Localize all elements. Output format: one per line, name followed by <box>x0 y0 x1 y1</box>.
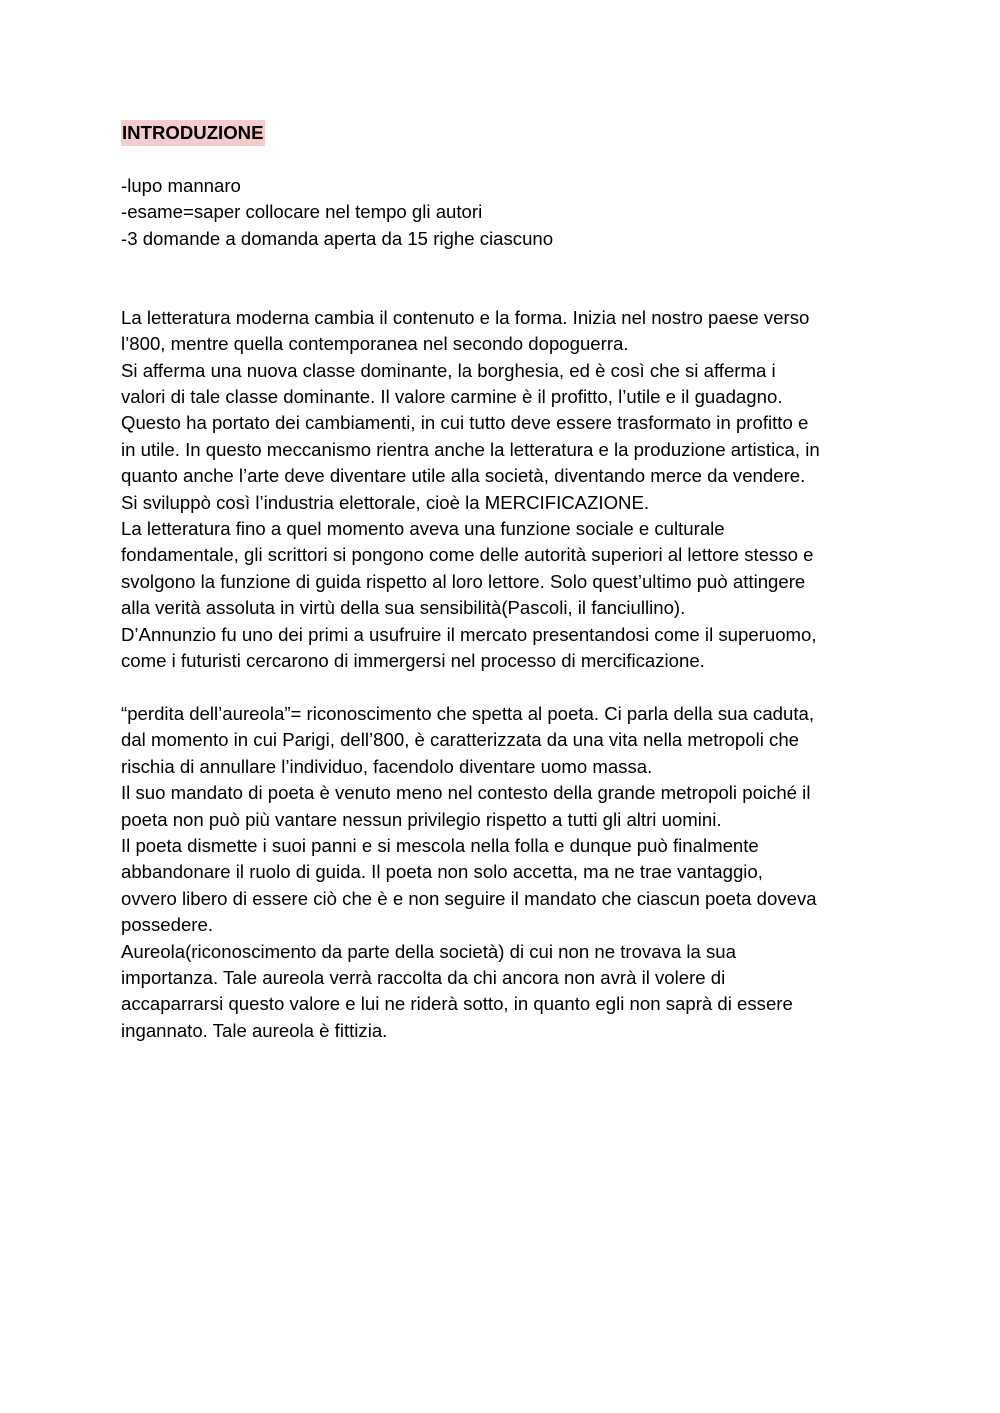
text-line: Aureola(riconoscimento da parte della società) di cui non ne trovava la sua <box>121 940 736 962</box>
text-line: svolgono la funzione di guida rispetto al loro lettore. Solo quest’ultimo può attingere <box>121 570 806 592</box>
text-line: Si afferma una nuova classe dominante, la borghesia, ed è così che si afferma i <box>121 359 776 381</box>
text-line: dal momento in cui Parigi, dell’800, è caratterizzata da una vita nella metropoli che <box>121 729 800 751</box>
bullet-item: -lupo mannaro <box>121 174 241 196</box>
section-aureola <box>121 701 891 1044</box>
text-line: Si sviluppò così l’industria elettorale, cioè la MERCIFICAZIONE. <box>121 491 650 513</box>
text-line: come i futuristi cercarono di immergersi nel processo di mercificazione. <box>121 650 705 672</box>
spacer <box>121 252 891 305</box>
title-row <box>121 120 891 146</box>
text-line: quanto anche l’arte deve diventare utile alla società, diventando merce da vendere. <box>121 465 806 487</box>
text-line: accaparrarsi questo valore e lui ne riderà sotto, in quanto egli non saprà di essere <box>121 993 793 1015</box>
text-line: importanza. Tale aureola verrà raccolta da chi ancora non avrà il volere di <box>121 966 726 988</box>
text-line: Questo ha portato dei cambiamenti, in cui tutto deve essere trasformato in profitto e <box>121 412 809 434</box>
text-line: Il suo mandato di poeta è venuto meno nel contesto della grande metropoli poiché il <box>121 782 811 804</box>
bullet-item: -3 domande a domanda aperta da 15 righe ciascuno <box>121 227 554 249</box>
text-line: ovvero libero di essere ciò che è e non seguire il mandato che ciascun poeta doveva <box>121 887 817 909</box>
page-title: INTRODUZIONE <box>121 120 265 146</box>
text-line: poeta non può più vantare nessun privilegio rispetto a tutti gli altri uomini. <box>121 808 722 830</box>
text-line: possedere. <box>121 914 213 936</box>
text-line: abbandonare il ruolo di guida. Il poeta non solo accetta, ma ne trae vantaggio, <box>121 861 763 883</box>
bullet-item: -esame=saper collocare nel tempo gli autori <box>121 201 483 223</box>
text-line: ingannato. Tale aureola è fittizia. <box>121 1019 388 1041</box>
text-line: La letteratura fino a quel momento aveva una funzione sociale e culturale <box>121 518 725 540</box>
document-body <box>121 120 891 1044</box>
text-line: alla verità assoluta in virtù della sua sensibilità(Pascoli, il fanciullino). <box>121 597 686 619</box>
text-line: “perdita dell’aureola”= riconoscimento che spetta al poeta. Ci parla della sua caduta, <box>121 702 815 724</box>
text-line: fondamentale, gli scrittori si pongono come delle autorità superiori al lettore stesso e <box>121 544 814 566</box>
text-line: rischia di annullare l’individuo, facendolo diventare uomo massa. <box>121 755 653 777</box>
text-line: l’800, mentre quella contemporanea nel secondo dopoguerra. <box>121 333 629 355</box>
text-line: Il poeta dismette i suoi panni e si mescola nella folla e dunque può finalmente <box>121 834 759 856</box>
spacer <box>121 674 891 700</box>
section-modern-literature <box>121 305 891 675</box>
text-line: La letteratura moderna cambia il contenuto e la forma. Inizia nel nostro paese verso <box>121 306 810 328</box>
bullet-list <box>121 173 891 252</box>
text-line: D’Annunzio fu uno dei primi a usufruire il mercato presentandosi come il superuomo, <box>121 623 817 645</box>
text-line: valori di tale classe dominante. Il valore carmine è il profitto, l’utile e il guadagno. <box>121 386 783 408</box>
text-line: in utile. In questo meccanismo rientra anche la letteratura e la produzione artistica, in <box>121 438 820 460</box>
